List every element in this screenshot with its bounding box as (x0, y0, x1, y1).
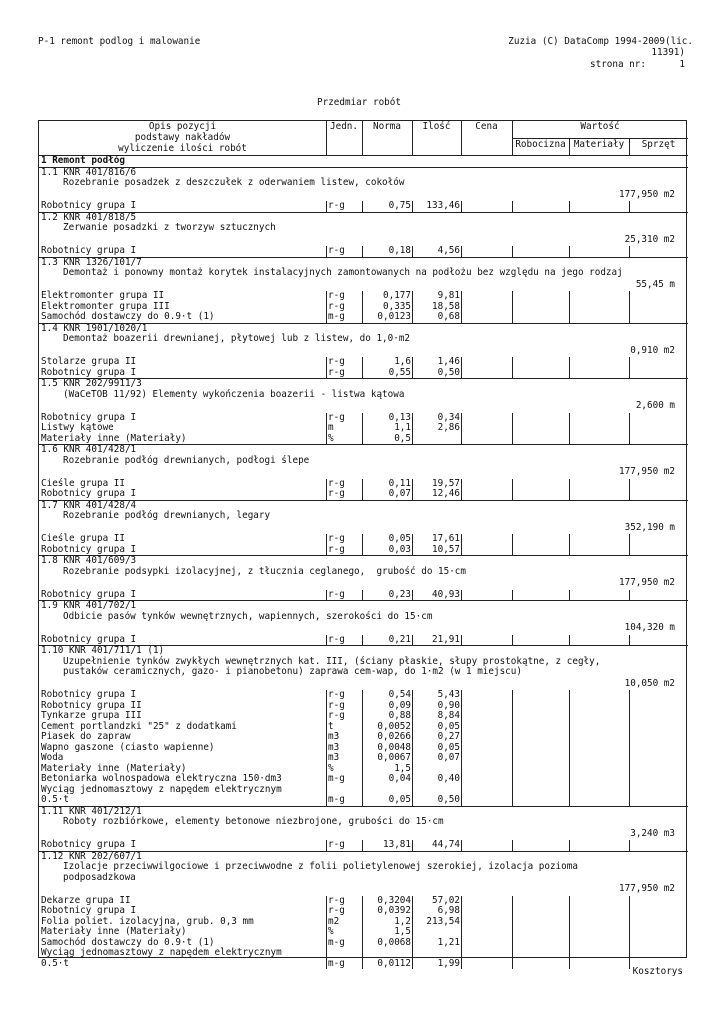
column-divider (412, 201, 413, 212)
resource-unit: r-g (328, 366, 345, 378)
resource-name: Cieśle grupa II (41, 533, 125, 544)
resource-unit: r-g (328, 411, 345, 423)
resource-norm: 0,55 (388, 366, 411, 378)
header-description: podstawy nakładów (134, 132, 231, 143)
header-materials: Materiały (573, 139, 625, 150)
resource-norm: 0,21 (388, 633, 411, 645)
resource-name: Robotnicy grupa I (41, 839, 137, 850)
resource-quantity: 0,50 (437, 794, 460, 805)
resource-norm: 0,54 (388, 689, 411, 700)
column-divider (362, 357, 363, 378)
column-divider (512, 690, 513, 806)
column-divider (326, 246, 327, 257)
position-code: 1.12 KNR 202/607/1 (41, 850, 142, 862)
resource-name: Piasek do zapraw (41, 731, 131, 742)
position-measure: 177,950 m2 (619, 577, 675, 588)
header-equipment: Sprzęt (641, 139, 676, 150)
software-credit: Zuzia (C) DataComp 1994-2009(lic. (508, 36, 693, 47)
column-divider (629, 413, 630, 445)
column-divider (629, 201, 630, 212)
resource-name: Robotnicy grupa I (41, 366, 137, 378)
column-divider (362, 246, 363, 257)
resource-unit: r-g (328, 710, 345, 721)
column-divider (412, 291, 413, 323)
resource-norm: 0,03 (388, 543, 411, 555)
column-divider (512, 413, 513, 445)
column-divider (629, 590, 630, 601)
position-code: 1.6 KNR 401/428/1 (41, 444, 137, 455)
column-divider (629, 138, 630, 155)
resource-unit: r-g (328, 290, 345, 301)
column-divider (326, 291, 327, 323)
resource-quantity: 0,50 (437, 366, 460, 378)
column-divider (412, 590, 413, 601)
resource-quantity: 1,21 (437, 936, 460, 948)
header-value: Wartość (580, 121, 620, 132)
position-code: 1.4 KNR 1901/1020/1 (41, 322, 148, 334)
column-divider (326, 357, 327, 378)
column-divider (412, 534, 413, 555)
resource-quantity: 4,56 (437, 245, 460, 256)
position-description: Zerwanie posadzki z tworzyw sztucznych (63, 222, 276, 233)
resource-norm: 0,18 (388, 245, 411, 256)
column-divider (512, 291, 513, 323)
resource-norm: 0,09 (388, 699, 411, 711)
position-description: Rozebranie podłóg drewnianych, podłogi ślepe (63, 454, 310, 466)
resource-quantity: 0,07 (437, 752, 460, 763)
resource-norm: 0,07 (388, 488, 411, 499)
resource-unit: t (328, 720, 334, 732)
resource-norm: 1,1 (394, 422, 411, 433)
resource-norm: 0,0112 (377, 957, 411, 969)
resource-unit: m2 (328, 915, 340, 927)
document-name: P-1 remont podlog i malowanie (38, 36, 201, 47)
resource-norm: 0,3204 (377, 894, 411, 906)
page-label: strona nr: (590, 59, 646, 70)
resource-norm: 0,335 (383, 300, 411, 312)
resource-name: Betoniarka wolnospadowa elektryczna 150·dm3 (41, 773, 282, 784)
column-divider (362, 534, 363, 555)
position-measure: 25,310 m2 (624, 233, 675, 245)
column-divider (412, 690, 413, 806)
resource-unit: r-g (328, 533, 345, 544)
position-measure: 2,600 m (635, 400, 675, 411)
resource-unit: r-g (328, 588, 345, 600)
resource-name: Listwy kątowe (41, 422, 114, 433)
resource-norm: 0,0392 (377, 905, 411, 916)
position-code: 1.1 KNR 401/816/6 (41, 166, 137, 178)
column-divider (569, 840, 570, 851)
resource-norm: 1,6 (394, 356, 411, 367)
resource-quantity: 1,99 (437, 957, 460, 969)
position-measure: 10,050 m2 (624, 677, 675, 689)
position-code: 1.3 KNR 1326/101/7 (41, 256, 142, 268)
column-divider (362, 413, 363, 445)
resource-name: Wyciąg jednomasztowy z napędem elektrycznym (41, 947, 282, 958)
resource-norm: 0,0266 (377, 731, 411, 742)
column-divider (569, 246, 570, 257)
resource-unit: m3 (328, 741, 340, 753)
position-description: Rozebranie podsypki izolacyjnej, z tłucznia ceglanego, grubość do 15·cm (63, 565, 466, 577)
resource-name: Wapno gaszone (ciasto wapienne) (41, 741, 215, 753)
resource-name: Robotnicy grupa I (41, 488, 137, 499)
column-divider (569, 534, 570, 555)
position-measure: 104,320 m (624, 622, 675, 633)
row-divider (39, 167, 688, 168)
position-code: 1.8 KNR 401/609/3 (41, 555, 137, 566)
resource-quantity: 2,86 (437, 422, 460, 433)
resource-norm: 0,0048 (377, 741, 411, 753)
column-divider (461, 246, 462, 257)
resource-norm: 0,0052 (377, 720, 411, 732)
resource-unit: r-g (328, 543, 345, 555)
position-measure: 3,240 m3 (630, 827, 675, 839)
resource-quantity: 40,93 (432, 588, 460, 600)
column-divider (512, 357, 513, 378)
resource-unit: m-g (328, 773, 345, 784)
column-divider (569, 413, 570, 445)
column-divider (629, 246, 630, 257)
position-description: Demontaż i ponowny montaż korytek instalacyjnych zamontowanych na podłożu bez względu na jego rodzaj (63, 267, 623, 278)
column-divider (512, 590, 513, 601)
column-divider (326, 896, 327, 970)
resource-unit: r-g (328, 200, 345, 211)
position-description: Uzupełnienie tynków zwykłych wewnętrznych kat. III, (ściany płaskie, słupy prostokątne, z cegły, (63, 655, 601, 667)
resource-quantity: 21,91 (432, 633, 460, 645)
position-description: Demontaż boazerii drewnianej, płytowej lub z listew, do 1,0·m2 (63, 333, 411, 344)
resource-quantity: 0,40 (437, 773, 460, 784)
column-divider (461, 840, 462, 851)
column-divider (326, 840, 327, 851)
column-divider (461, 121, 462, 155)
resource-norm: 0,23 (388, 588, 411, 600)
position-code: 1.11 KNR 401/212/1 (41, 805, 142, 817)
resource-quantity: 8,84 (437, 710, 460, 721)
resource-quantity: 10,57 (432, 543, 460, 555)
header-unit: Jedn. (330, 121, 358, 132)
resource-quantity: 0,34 (437, 411, 460, 423)
column-divider (629, 690, 630, 806)
position-measure: 352,190 m (624, 521, 675, 533)
resource-norm: 0,0123 (377, 311, 411, 322)
column-divider (569, 690, 570, 806)
resource-norm: 1,5 (394, 926, 411, 937)
resource-quantity: 133,46 (426, 200, 460, 211)
resource-unit: m-g (328, 957, 345, 969)
column-divider (512, 840, 513, 851)
resource-norm: 1,5 (394, 762, 411, 774)
resource-quantity: 213,54 (426, 915, 460, 927)
resource-name: Robotnicy grupa I (41, 411, 137, 423)
row-divider (512, 138, 688, 139)
resource-name: Robotnicy grupa I (41, 200, 137, 211)
resource-name: Woda (41, 752, 64, 763)
page-number: 1 (679, 59, 685, 70)
resource-quantity: 6,98 (437, 905, 460, 916)
column-divider (362, 840, 363, 851)
column-divider (629, 479, 630, 500)
resource-unit: r-g (328, 477, 345, 489)
column-divider (569, 291, 570, 323)
position-code: 1.9 KNR 401/702/1 (41, 600, 137, 611)
column-divider (326, 201, 327, 212)
row-divider (39, 500, 688, 501)
resource-quantity: 5,43 (437, 689, 460, 700)
resource-unit: m-g (328, 311, 345, 322)
column-divider (569, 201, 570, 212)
resource-unit: r-g (328, 894, 345, 906)
resource-name: Dekarze grupa II (41, 894, 131, 906)
resource-unit: r-g (328, 633, 345, 645)
resource-name: Robotnicy grupa I (41, 588, 137, 600)
position-description: Roboty rozbiórkowe, elementy betonowe niezbrojone, grubości do 15·cm (63, 816, 444, 827)
column-divider (326, 121, 327, 155)
column-divider (461, 201, 462, 212)
column-divider (326, 413, 327, 445)
column-divider (326, 479, 327, 500)
resource-unit: m-g (328, 794, 345, 805)
position-description: (WaCeTOB 11/92) Elementy wykończenia boazerii - listwa kątowa (63, 388, 405, 400)
column-divider (629, 896, 630, 970)
column-divider (461, 291, 462, 323)
resource-name: Elektromonter grupa III (41, 300, 170, 312)
resource-unit: m3 (328, 752, 340, 763)
column-divider (569, 138, 570, 155)
position-code: 1.7 KNR 401/428/4 (41, 499, 137, 511)
header-price: Cena (475, 121, 498, 132)
resource-name: Materiały inne (Materiały) (41, 762, 187, 774)
column-divider (629, 840, 630, 851)
column-divider (569, 357, 570, 378)
resource-unit: r-g (328, 839, 345, 850)
column-divider (412, 896, 413, 970)
column-divider (512, 896, 513, 970)
resource-unit: % (328, 432, 334, 444)
resource-name: Materiały inne (Materiały) (41, 432, 187, 444)
license-number: 11391) (651, 47, 685, 58)
header-quantity: Ilość (422, 121, 451, 132)
section-title: 1 Remont podłóg (41, 155, 125, 166)
resource-quantity: 12,46 (432, 488, 460, 499)
resource-name: Materiały inne (Materiały) (41, 926, 187, 937)
resource-name: Samochód dostawczy do 0.9·t (1) (41, 936, 215, 948)
column-divider (461, 534, 462, 555)
position-measure: 177,950 m2 (619, 188, 675, 200)
resource-norm: 0,5 (394, 432, 411, 444)
resource-name: Robotnicy grupa I (41, 689, 137, 700)
column-divider (461, 357, 462, 378)
column-divider (362, 635, 363, 646)
column-divider (412, 413, 413, 445)
position-code: 1.5 KNR 202/9911/3 (41, 378, 142, 389)
header-description: Opis pozycji (148, 121, 217, 132)
row-divider (39, 212, 688, 213)
row-divider (39, 600, 688, 601)
resource-quantity: 9,81 (437, 290, 460, 301)
resource-norm: 0,13 (388, 411, 411, 423)
column-divider (412, 246, 413, 257)
column-divider (412, 840, 413, 851)
column-divider (461, 635, 462, 646)
resource-norm: 0,88 (388, 710, 411, 721)
column-divider (362, 479, 363, 500)
position-measure: 0,910 m2 (630, 344, 675, 356)
resource-name: Samochód dostawczy do 0.9·t (1) (41, 311, 215, 322)
resource-name: Robotnicy grupa I (41, 633, 137, 645)
resource-name: Folia poliet. izolacyjna, grub. 0,3 mm (41, 915, 254, 927)
resource-name: Robotnicy grupa I (41, 245, 137, 256)
resource-unit: r-g (328, 905, 345, 916)
resource-unit: m (328, 422, 334, 433)
resource-quantity: 0,27 (437, 731, 460, 742)
column-divider (326, 590, 327, 601)
resource-unit: m3 (328, 731, 340, 742)
row-divider (39, 555, 688, 556)
column-divider (362, 291, 363, 323)
resource-unit: % (328, 762, 334, 774)
resource-norm: 0,11 (388, 477, 411, 489)
row-divider (39, 444, 688, 445)
column-divider (461, 413, 462, 445)
resource-norm: 0,0067 (377, 752, 411, 763)
resource-norm: 1,2 (394, 915, 411, 927)
resource-unit: r-g (328, 356, 345, 367)
column-divider (569, 635, 570, 646)
resource-norm: 0,177 (383, 290, 411, 301)
column-divider (512, 246, 513, 257)
column-divider (629, 357, 630, 378)
column-divider (412, 479, 413, 500)
resource-quantity: 1,46 (437, 356, 460, 367)
column-divider (461, 590, 462, 601)
resource-name: Robotnicy grupa I (41, 905, 137, 916)
column-divider (412, 357, 413, 378)
column-divider (512, 201, 513, 212)
position-description: pustaków ceramicznych, gazo- i pianobetonu) zaprawa cem-wap, do 1·m2 (w 1 miejscu) (63, 666, 522, 677)
resource-quantity: 19,57 (432, 477, 460, 489)
resource-norm: 0,04 (388, 773, 411, 784)
column-divider (512, 635, 513, 646)
resource-quantity: 44,74 (432, 839, 460, 850)
position-code: 1.10 KNR 401/711/1 (1) (41, 645, 165, 656)
resource-quantity: 57,02 (432, 894, 460, 906)
position-description: Rozebranie podłóg drewnianych, legary (63, 510, 271, 521)
header-description: wyliczenie ilości robót (118, 143, 247, 154)
column-divider (512, 121, 513, 155)
column-divider (569, 590, 570, 601)
footer-label: Kosztorys (632, 966, 683, 977)
column-divider (362, 896, 363, 970)
resource-name: Cement portlandzki "25" z dodatkami (41, 720, 237, 732)
resource-unit: r-g (328, 245, 345, 256)
resource-name: Robotnicy grupa II (41, 699, 142, 711)
resource-name: Wyciąg jednomasztowy z napędem elektrycznym (41, 783, 282, 795)
position-description: Izolacje przeciwwilgociowe i przeciwwodne z folii polietylenowej szerokiej, izolacja pozioma (63, 861, 578, 872)
column-divider (362, 690, 363, 806)
resource-name: Tynkarze grupa III (41, 710, 142, 721)
resource-name: Robotnicy grupa I (41, 543, 137, 555)
resource-quantity: 18,58 (432, 300, 460, 312)
position-code: 1.2 KNR 401/818/5 (41, 211, 137, 223)
column-divider (461, 479, 462, 500)
resource-name: 0.5·t (41, 794, 69, 805)
position-description: podposadzkowa (63, 871, 136, 883)
column-divider (461, 896, 462, 970)
column-divider (412, 121, 413, 155)
resource-unit: r-g (328, 488, 345, 499)
column-divider (629, 291, 630, 323)
position-description: Odbicie pasów tynków wewnętrznych, wapiennych, szerokości do 15·cm (63, 610, 433, 622)
resource-name: Stolarze grupa II (41, 356, 137, 367)
column-divider (326, 690, 327, 806)
resource-norm: 0,05 (388, 533, 411, 544)
resource-name: Elektromonter grupa II (41, 290, 165, 301)
column-divider (362, 590, 363, 601)
row-divider (39, 155, 688, 156)
resource-unit: m-g (328, 936, 345, 948)
position-description: Rozebranie posadzek z deszczułek z oderwaniem listew, cokołów (63, 177, 405, 188)
column-divider (512, 479, 513, 500)
header-labor: Robocizna (515, 139, 566, 150)
document-title: Przedmiar robót (317, 97, 401, 108)
resource-unit: r-g (328, 689, 345, 700)
resource-name: 0.5·t (41, 957, 69, 969)
resource-quantity: 0,05 (437, 720, 460, 732)
column-divider (362, 201, 363, 212)
resource-quantity: 0,68 (437, 311, 460, 322)
resource-quantity: 0,90 (437, 699, 460, 711)
column-divider (362, 121, 363, 155)
column-divider (461, 690, 462, 806)
column-divider (569, 479, 570, 500)
resource-unit: % (328, 926, 334, 937)
resource-norm: 0,0068 (377, 936, 411, 948)
resource-unit: r-g (328, 300, 345, 312)
column-divider (629, 534, 630, 555)
resource-name: Cieśle grupa II (41, 477, 125, 489)
resource-norm: 0,05 (388, 794, 411, 805)
position-measure: 55,45 m (635, 278, 675, 290)
column-divider (569, 896, 570, 970)
column-divider (412, 635, 413, 646)
column-divider (326, 534, 327, 555)
resource-unit: r-g (328, 699, 345, 711)
resource-quantity: 17,61 (432, 533, 460, 544)
column-divider (629, 635, 630, 646)
position-measure: 177,950 m2 (619, 883, 675, 894)
resource-norm: 13,81 (383, 839, 411, 850)
cost-table (38, 120, 687, 969)
column-divider (326, 635, 327, 646)
column-divider (512, 534, 513, 555)
resource-quantity: 0,05 (437, 741, 460, 753)
position-measure: 177,950 m2 (619, 466, 675, 477)
header-norm: Norma (373, 121, 401, 132)
resource-norm: 0,75 (388, 200, 411, 211)
